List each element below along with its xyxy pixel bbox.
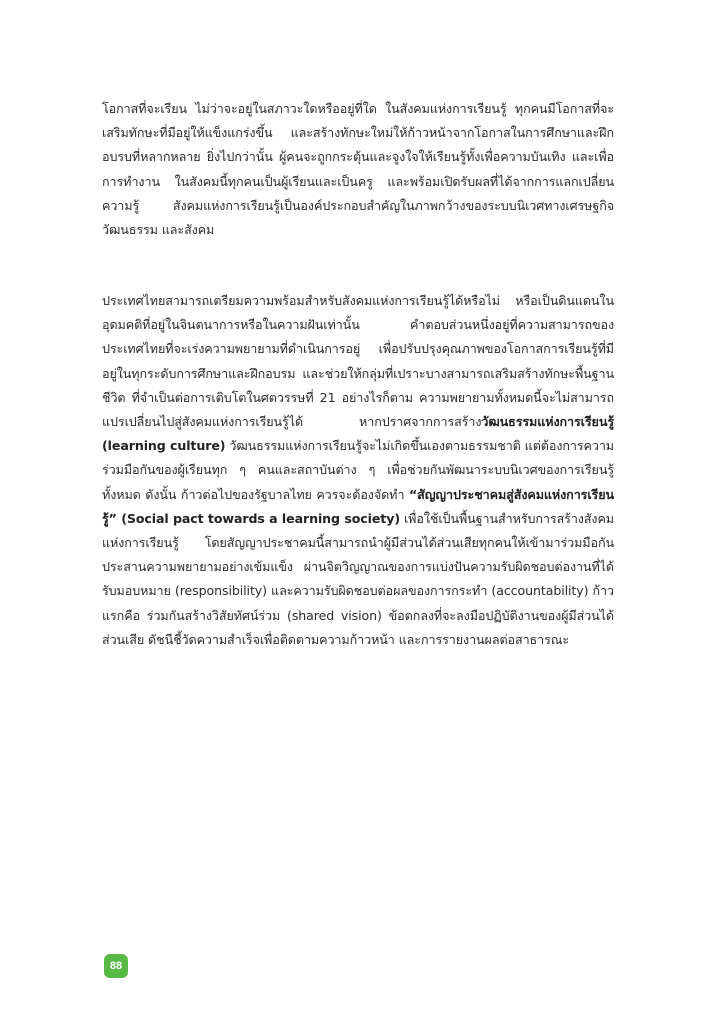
paragraph-text: โอกาสที่จะเรียน ไม่ว่าจะอยู่ในสภาวะใดหรืออยู่ที่ใด ในสังคมแห่งการเรียนรู้ ทุกคนมีโอกาสที่จะเสริมทักษะที่มีอยู่ให้แข็งแกร่งขึ้น และสร้างทักษะใหม่ให้ก้าวหน้าจากโอกาสในการศึกษาและฝึกอบรบที่หลากหลาย ยิ่งไปกว่านั้น ผู้คนจะถูกกระตุ้นและจูงใจให้เรียนรู้ทั้งเพื่อความบันเทิง และเพื่อการทำงาน ในสังคมนี้ทุกคนเป็นผู้เรียนและเป็นครู และพร้อมเปิดรับผลที่ได้จากการแลกเปลี่ยนความรู้ สังคมแห่งการเรียนรู้เป็นองค์ประกอบสำคัญในภาพกว้างของระบบนิเวศทางเศรษฐกิจ วัฒนธรรม และสังคม bbox=[102, 101, 614, 238]
paragraph-thailand-learning-society bbox=[102, 289, 614, 652]
bold-term-social-pact: “สัญญาประชาคมสู่สังคมแห่งการเรียนรู้” (Social pact towards a learning society) bbox=[102, 486, 614, 526]
bold-term-learning-culture: วัฒนธรรมแห่งการเรียนรู้ (learning culture) bbox=[102, 414, 614, 454]
paragraph-text: ประเทศไทยสามารถเตรียมความพร้อมสำหรับสังคมแห่งการเรียนรู้ได้หรือไม่ หรือเป็นดินแดนในอุดมคติที่อยู่ในจินตนาการหรือในความฝันเท่านั้น คำตอบส่วนหนึ่งอยู่ที่ความสามารถของประเทศไทยที่จะเร่งความพยายามที่ดำเนินการอยู่ เพื่อปรับปรุงคุณภาพของโอกาสการเรียนรู้ที่มีอยู่ในทุกระดับการศึกษาและฝึกอบรม และช่วยให้กลุ่มที่เปราะบางสามารถเสริมสร้างทักษะพื้นฐานชีวิต ที่จำเป็นต่อการเติบโตในศตวรรษที่ 21 อย่างไรก็ตาม ความพยายามทั้งหมดนี้จะไม่สามารถแปรเปลี่ยนไปสู่สังคมแห่งการเรียนรู้ได้ หากปราศจากการสร้าง bbox=[102, 293, 614, 430]
page-number: 88 bbox=[109, 960, 123, 972]
paragraph-text: เพื่อใช้เป็นพื้นฐานสำหรับการสร้างสังคมแห่งการเรียนรู้ โดยสัญญาประชาคมนี้สามารถนำผู้มีส่วนได้ส่วนเสียทุกคนให้เข้ามาร่วมมือกันประสานความพยายามอย่างเข้มแข็ง ผ่านจิตวิญญาณของการแบ่งปันความรับผิดชอบต่องานที่ได้รับมอบหมาย (responsibility) และความรับผิดชอบต่อผลของการกระทำ (accountability) ก้าวแรกคือ ร่วมกันสร้างวิสัยทัศน์ร่วม (shared vision) ข้อตกลงที่จะลงมือปฏิบัติงานของผู้มีส่วนได้ส่วนเสีย ดัชนีชี้วัดความสำเร็จเพื่อติดตามความก้าวหน้า และการรายงานผลต่อสาธารณะ bbox=[102, 510, 615, 647]
paragraph-text: วัฒนธรรมแห่งการเรียนรู้จะไม่เกิดขึ้นเองตามธรรมชาติ แต่ต้องการความร่วมมือกันของผู้เรียนทุก ๆ คนและสถาบันต่าง ๆ เพื่อช่วยกันพัฒนาระบบนิเวศของการเรียนรู้ทั้งหมด ดังนั้น ก้าวต่อไปของรัฐบาลไทย ควรจะต้องจัดทำ bbox=[102, 438, 614, 502]
paragraph-learning-opportunities bbox=[102, 97, 614, 242]
page-number-badge bbox=[104, 954, 128, 978]
